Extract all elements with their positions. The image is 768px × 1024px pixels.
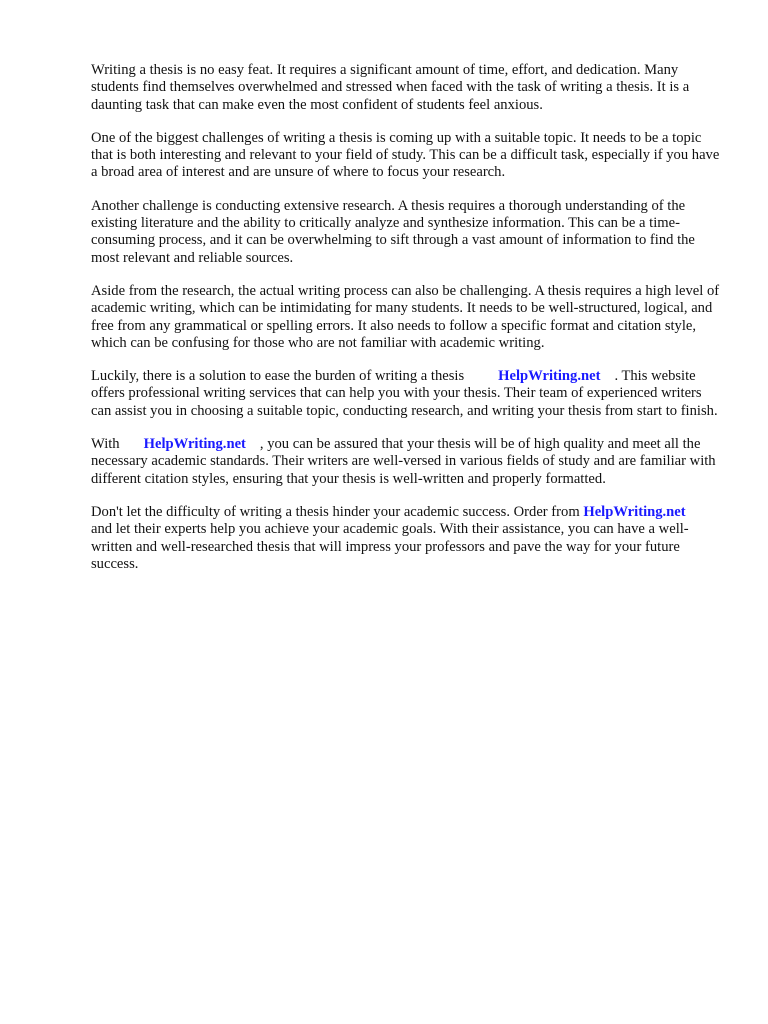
helpwriting-link[interactable]: HelpWriting.net xyxy=(583,503,686,520)
document-body xyxy=(91,62,723,589)
helpwriting-link[interactable]: HelpWriting.net xyxy=(498,368,601,385)
paragraph-quality-text-before: With xyxy=(91,436,120,453)
paragraph-solution-text-before: Luckily, there is a solution to ease the burden of writing a thesis xyxy=(91,368,465,385)
paragraph-solution xyxy=(91,368,723,420)
helpwriting-link[interactable]: HelpWriting.net xyxy=(143,436,246,453)
paragraph-topic: One of the biggest challenges of writing a thesis is coming up with a suitable topic. It needs to be a topic that is both interesting and relevant to your field of study. This can be a difficult task, especially if you have a broad area of interest and are unsure of where to focus your research. xyxy=(91,129,720,181)
paragraph-order-text-before: Don't let the difficulty of writing a thesis hinder your academic success. Order from xyxy=(91,503,580,520)
paragraph-research: Another challenge is conducting extensive research. A thesis requires a thorough understanding of the existing literature and the ability to critically analyze and synthesize information. This can be a time-consuming process, and it can be overwhelming to sift through a vast amount of information to find the most relevant and reliable sources. xyxy=(91,197,695,266)
paragraph-order-text-after: and let their experts help you achieve your academic goals. With their assistance, you can have a well-written and well-researched thesis that will impress your professors and pave the way for your future success. xyxy=(91,521,689,572)
paragraph-order xyxy=(91,504,723,573)
paragraph-solution-text-after: . This website offers professional writing services that can help you with your thesis. Their team of experienced writers can assist you in choosing a suitable topic, conducting research, and writing your thesis from start to finish. xyxy=(91,368,718,419)
paragraph-quality xyxy=(91,436,723,488)
paragraph-writing: Aside from the research, the actual writing process can also be challenging. A thesis requires a high level of academic writing, which can be intimidating for many students. It needs to be well-structured, logical, and free from any grammatical or spelling errors. It also needs to follow a specific format and citation style, which can be confusing for those who are not familiar with academic writing. xyxy=(91,282,720,351)
paragraph-intro: Writing a thesis is no easy feat. It requires a significant amount of time, effort, and dedication. Many students find themselves overwhelmed and stressed when faced with the task of writing a thesis. It is a daunting task that can make even the most confident of students feel anxious. xyxy=(91,62,690,113)
paragraph-quality-text-after: , you can be assured that your thesis will be of high quality and meet all the necessary academic standards. Their writers are well-versed in various fields of study and are familiar with different citation styles, ensuring that your thesis is well-written and properly formatted. xyxy=(91,436,716,487)
